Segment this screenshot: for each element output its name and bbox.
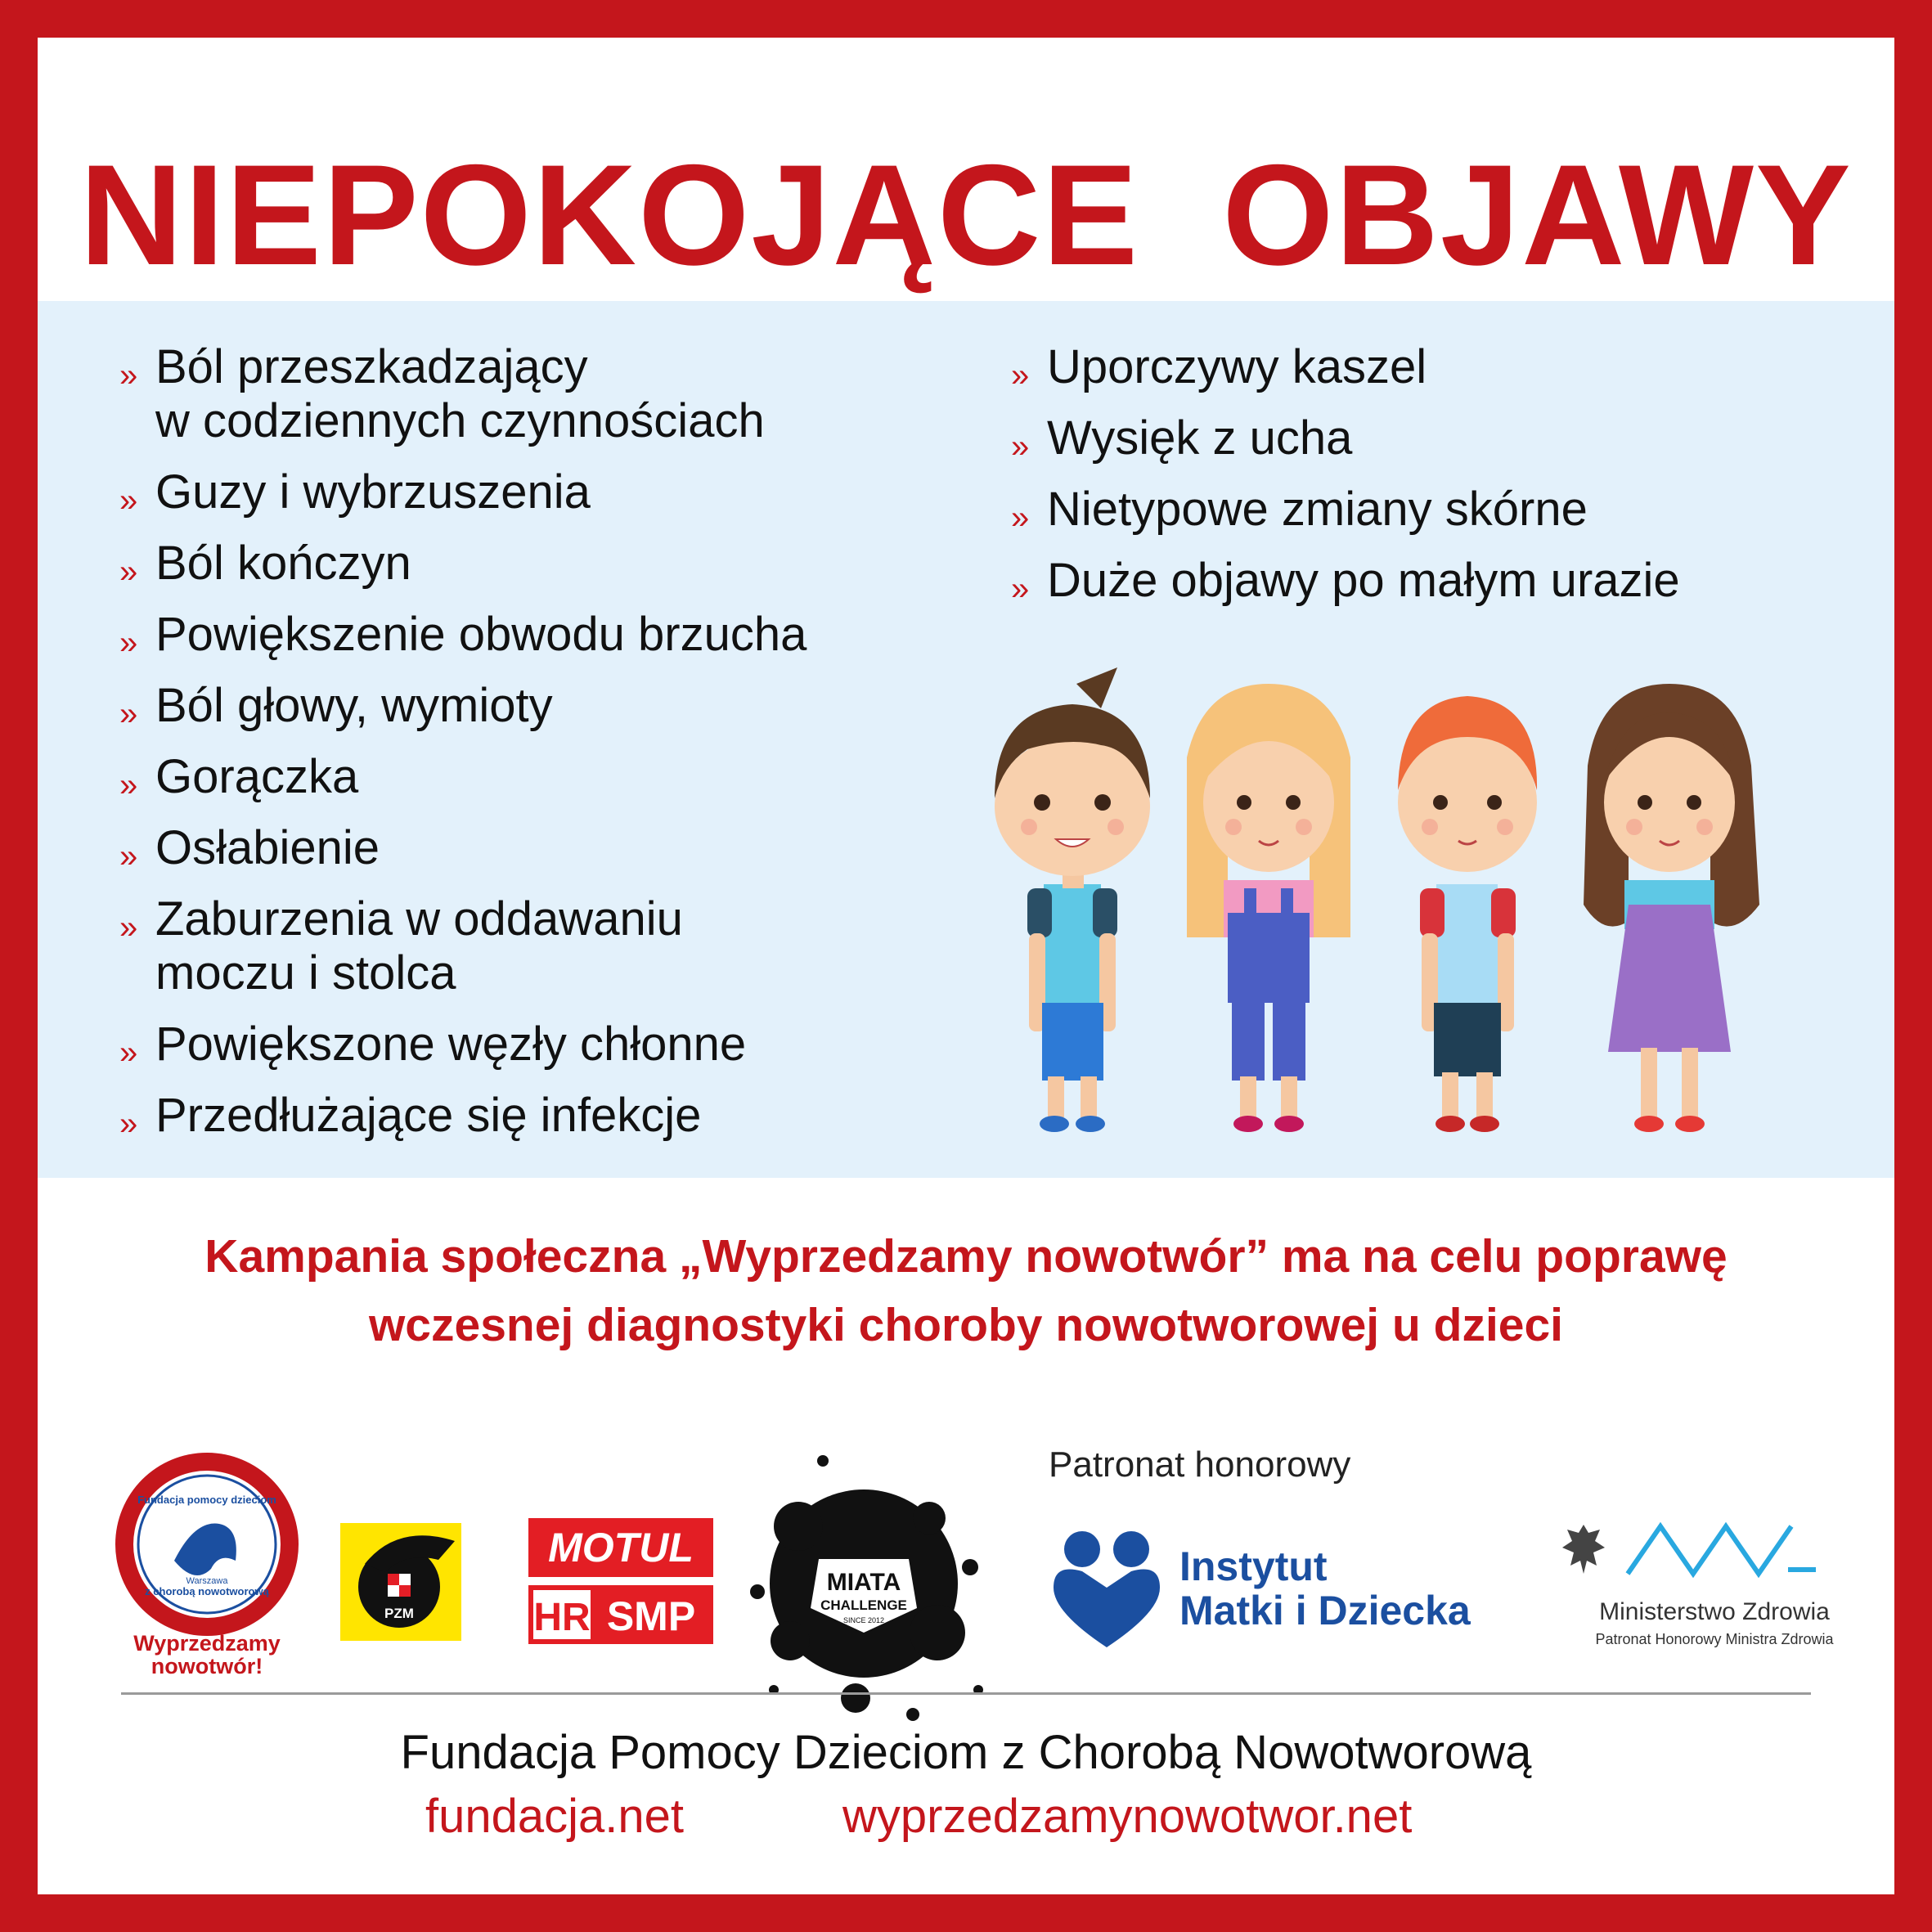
symptom-text: Uporczywy kaszel bbox=[1047, 340, 1427, 393]
footer-divider bbox=[121, 1692, 1811, 1695]
campaign-line-1: Kampania społeczna „Wyprzedzamy nowotwór” ma na celu poprawę bbox=[204, 1230, 1728, 1283]
symptom-text: Ból przeszkadzający bbox=[155, 340, 588, 393]
poster-title: NIEPOKOJĄCE OBJAWY bbox=[79, 136, 1853, 295]
boy-red-hair bbox=[1398, 696, 1537, 1132]
symptom-text: Wysięk z ucha bbox=[1047, 411, 1353, 465]
pzm-logo bbox=[340, 1523, 461, 1641]
badge-slogan-2: nowotwór! bbox=[151, 1654, 263, 1678]
bullet-chevron-icon: » bbox=[119, 357, 138, 393]
symptom-list-right bbox=[1011, 340, 1878, 625]
symptom-item bbox=[1011, 411, 1878, 465]
mz-sub: Patronat Honorowy Ministra Zdrowia bbox=[1595, 1631, 1834, 1647]
bullet-chevron-icon: » bbox=[1011, 429, 1030, 465]
imid-heart-icon bbox=[1045, 1526, 1168, 1649]
patronat-label: Patronat honorowy bbox=[1049, 1445, 1351, 1485]
campaign-statement bbox=[87, 1222, 1845, 1359]
children-illustration bbox=[978, 659, 1804, 1150]
symptom-text: Powiększenie obwodu brzucha bbox=[155, 608, 807, 661]
symptom-item bbox=[119, 679, 978, 733]
challenge-text: CHALLENGE bbox=[820, 1597, 907, 1613]
symptom-text: Gorączka bbox=[155, 750, 359, 803]
poster bbox=[38, 38, 1894, 1894]
pzm-text: PZM bbox=[384, 1606, 414, 1621]
mz-logo bbox=[1559, 1520, 1870, 1683]
bullet-chevron-icon: » bbox=[119, 696, 138, 732]
symptom-text: moczu i stolca bbox=[155, 946, 456, 1000]
bullet-chevron-icon: » bbox=[1011, 500, 1030, 536]
symptom-text: Ból głowy, wymioty bbox=[155, 679, 553, 732]
symptom-item bbox=[1011, 483, 1878, 537]
hr-text: HR bbox=[533, 1596, 591, 1639]
bullet-chevron-icon: » bbox=[119, 1106, 138, 1142]
symptom-list-left bbox=[119, 340, 978, 1160]
symptom-text: Nietypowe zmiany skórne bbox=[1047, 483, 1588, 536]
symptom-item bbox=[119, 1089, 978, 1143]
symptom-item bbox=[119, 537, 978, 591]
bullet-chevron-icon: » bbox=[119, 767, 138, 803]
symptom-item bbox=[119, 340, 978, 448]
mz-name: Ministerstwo Zdrowia bbox=[1599, 1598, 1830, 1625]
miata-text: MIATA bbox=[826, 1569, 901, 1596]
symptom-item bbox=[119, 821, 978, 875]
bullet-chevron-icon: » bbox=[119, 554, 138, 590]
symptom-item bbox=[1011, 554, 1878, 608]
bullet-chevron-icon: » bbox=[119, 838, 138, 874]
bullet-chevron-icon: » bbox=[119, 483, 138, 519]
symptom-item bbox=[119, 608, 978, 662]
symptom-text: Zaburzenia w oddawaniu bbox=[155, 892, 683, 946]
symptom-item bbox=[119, 465, 978, 519]
symptom-text: Ból kończyn bbox=[155, 537, 411, 590]
symptom-item bbox=[119, 1018, 978, 1072]
campaign-line-2: wczesnej diagnostyki choroby nowotworowej u dzieci bbox=[368, 1299, 1564, 1351]
symptom-text: w codziennych czynnościach bbox=[155, 394, 765, 447]
badge-top-text: Fundacja pomocy dzieciom bbox=[137, 1494, 276, 1506]
bullet-chevron-icon: » bbox=[119, 625, 138, 661]
symptom-text: Przedłużające się infekcje bbox=[155, 1089, 702, 1142]
symptom-item bbox=[119, 750, 978, 804]
badge-city: Warszawa bbox=[186, 1576, 228, 1586]
eagle-icon bbox=[1559, 1520, 1608, 1577]
motul-hrsmp-logo bbox=[528, 1518, 713, 1644]
foundation-name: Fundacja Pomocy Dzieciom z Chorobą Nowotworową bbox=[400, 1726, 1532, 1779]
symptom-item bbox=[119, 892, 978, 1000]
motul-text: MOTUL bbox=[548, 1525, 694, 1570]
bullet-chevron-icon: » bbox=[1011, 357, 1030, 393]
since-text: SINCE 2012 bbox=[842, 1616, 885, 1624]
fundacja-logo bbox=[97, 1446, 317, 1683]
mz-wave-icon bbox=[1624, 1520, 1821, 1579]
symptom-item bbox=[1011, 340, 1878, 394]
bullet-chevron-icon: » bbox=[119, 1035, 138, 1071]
symptom-text: Guzy i wybrzuszenia bbox=[155, 465, 591, 519]
imid-line-2: Matki i Dziecka bbox=[1179, 1588, 1471, 1633]
link-fundacja[interactable]: fundacja.net bbox=[425, 1790, 685, 1843]
imid-line-1: Instytut bbox=[1179, 1543, 1328, 1589]
girl-brown-hair bbox=[1584, 684, 1759, 1132]
badge-slogan-1: Wyprzedzamy bbox=[133, 1631, 281, 1656]
girl-blonde bbox=[1187, 684, 1350, 1132]
boy-dark-hair bbox=[995, 667, 1150, 1132]
symptom-text: Powiększone węzły chłonne bbox=[155, 1018, 747, 1071]
symptom-text: Osłabienie bbox=[155, 821, 380, 874]
link-wyprzedzamy[interactable]: wyprzedzamynowotwor.net bbox=[842, 1790, 1413, 1843]
bullet-chevron-icon: » bbox=[1011, 571, 1030, 607]
badge-bottom-text: z chorobą nowotworową bbox=[145, 1585, 269, 1597]
imid-logo bbox=[1045, 1526, 1552, 1690]
smp-text: SMP bbox=[606, 1593, 696, 1639]
bullet-chevron-icon: » bbox=[119, 910, 138, 946]
symptom-text: Duże objawy po małym urazie bbox=[1047, 554, 1680, 607]
